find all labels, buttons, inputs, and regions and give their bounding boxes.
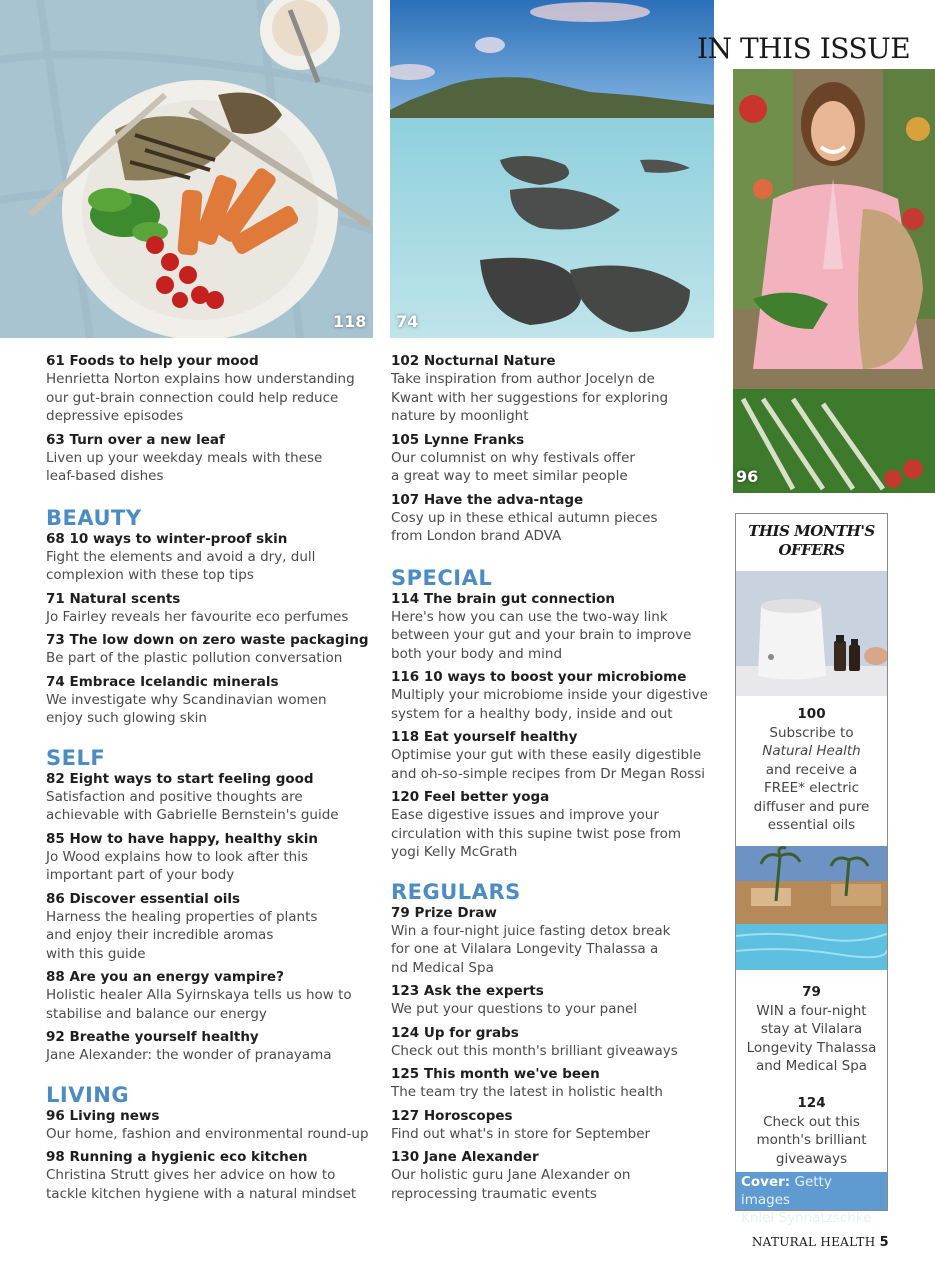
entry-title: 118 Eat yourself healthy <box>391 729 578 745</box>
entry-title: 123 Ask the experts <box>391 983 544 999</box>
entry-desc: We investigate why Scandinavian women enjoy such glowing skin <box>46 691 327 726</box>
section-heading-self: SELF <box>46 745 106 770</box>
cover-credit-text: Getty images Kniel Synnatzschke <box>741 1174 872 1226</box>
footer-page-number: 5 <box>879 1235 889 1250</box>
toc-entry[interactable] <box>46 830 376 885</box>
entry-title: 74 Embrace Icelandic minerals <box>46 673 279 690</box>
toc-entry[interactable] <box>391 788 726 862</box>
page-footer <box>752 1235 889 1250</box>
left-top-section <box>46 352 376 486</box>
entry-title: 130 Jane Alexander <box>391 1149 539 1165</box>
entry-title: 71 Natural scents <box>46 590 181 607</box>
offer-giveaways[interactable] <box>736 1094 887 1168</box>
entry-title: 120 Feel better yoga <box>391 789 550 805</box>
offer-text-line: Check out this month's brilliant giveaways <box>756 1113 867 1167</box>
entry-desc: Holistic healer Alla Syirnskaya tells us how to stabilise and balance our energy <box>46 987 352 1022</box>
toc-entry[interactable] <box>46 352 376 426</box>
self-section <box>46 746 376 1065</box>
section-heading-living: LIVING <box>46 1082 130 1107</box>
entry-desc: Our holistic guru Jane Alexander on reprocessing traumatic events <box>391 1167 631 1202</box>
entry-title: 63 Turn over a new leaf <box>46 431 225 448</box>
section-heading-beauty: BEAUTY <box>46 505 142 530</box>
woman-photo <box>733 69 935 493</box>
issue-title: IN THIS ISSUE <box>697 32 911 65</box>
cover-label: Cover: <box>741 1174 791 1190</box>
special-section <box>391 566 726 862</box>
toc-entry[interactable] <box>46 1028 376 1065</box>
entry-title: 114 The brain gut connection <box>391 590 615 607</box>
toc-entry[interactable] <box>391 668 726 723</box>
toc-entry[interactable] <box>46 431 376 486</box>
entry-desc: Our home, fashion and environmental round-up <box>46 1125 369 1142</box>
entry-title: 98 Running a hygienic eco kitchen <box>46 1149 308 1165</box>
cover-credit <box>736 1172 887 1226</box>
entry-desc: Win a four-night juice fasting detox break for one at Vilalara Longevity Thalassa a nd Medical Spa <box>391 922 671 976</box>
entry-title: 102 Nocturnal Nature <box>391 353 556 369</box>
middle-top-section <box>391 352 726 546</box>
offer-prize-draw[interactable] <box>736 983 887 1076</box>
toc-entry[interactable] <box>391 491 726 546</box>
offer-text-line: WIN a four-night stay at Vilalara Longevity Thalassa and Medical Spa <box>746 1002 877 1074</box>
entry-title: 124 Up for grabs <box>391 1024 519 1041</box>
entry-desc: Jo Fairley reveals her favourite eco perfumes <box>46 608 349 625</box>
entry-desc: Fight the elements and avoid a dry, dull complexion with these top tips <box>46 548 316 583</box>
middle-column <box>391 352 726 1208</box>
toc-entry[interactable] <box>391 590 726 664</box>
entry-desc: Optimise your gut with these easily digestible and oh-so-simple recipes from Dr Megan Rossi <box>391 747 706 782</box>
entry-title: 86 Discover essential oils <box>46 890 241 907</box>
toc-entry[interactable] <box>46 1107 376 1144</box>
entry-desc: Harness the healing properties of plants and enjoy their incredible aromas with this guide <box>46 908 318 962</box>
toc-entry[interactable] <box>46 631 376 668</box>
entry-title: 73 The low down on zero waste packaging <box>46 632 369 648</box>
toc-entry[interactable] <box>46 530 376 585</box>
toc-entry[interactable] <box>391 904 726 978</box>
entry-desc: Cosy up in these ethical autumn pieces from London brand ADVA <box>391 509 658 544</box>
footer-magazine-name: NATURAL HEALTH <box>751 1235 876 1249</box>
entry-title: 68 10 ways to winter-proof skin <box>46 530 288 547</box>
toc-entry[interactable] <box>391 1024 726 1061</box>
offers-heading: THIS MONTH'S OFFERS <box>748 522 875 559</box>
entry-title: 79 Prize Draw <box>391 904 497 921</box>
section-heading-regulars: REGULARS <box>391 879 521 904</box>
offer-subscribe[interactable] <box>736 705 887 835</box>
entry-title: 85 How to have happy, healthy skin <box>46 830 318 847</box>
beauty-section <box>46 506 376 728</box>
entry-desc: Christina Strutt gives her advice on how to tackle kitchen hygiene with a natural mindset <box>46 1167 357 1202</box>
offer-page-number: 79 <box>802 984 821 1000</box>
woman-page-number: 96 <box>736 467 759 486</box>
living-section <box>46 1083 376 1204</box>
section-heading-special: SPECIAL <box>391 565 493 590</box>
toc-entry[interactable] <box>391 431 726 486</box>
entry-desc: Jane Alexander: the wonder of pranayama <box>46 1047 332 1063</box>
entry-title: 92 Breathe yourself healthy <box>46 1029 259 1045</box>
regulars-section <box>391 880 726 1204</box>
offer-magazine-name: Natural Health <box>762 743 861 759</box>
entry-title: 88 Are you an energy vampire? <box>46 969 284 985</box>
left-column <box>46 352 376 1208</box>
entry-desc: Jo Wood explains how to look after this important part of your body <box>46 848 308 883</box>
offer-page-number: 100 <box>797 706 826 722</box>
entry-title: 125 This month we've been <box>391 1066 600 1082</box>
toc-entry[interactable] <box>46 968 376 1023</box>
food-page-number: 118 <box>333 312 367 331</box>
entry-desc: Multiply your microbiome inside your digestive system for a healthy body, inside and out <box>391 687 708 722</box>
toc-entry[interactable] <box>391 1065 726 1102</box>
toc-entry[interactable] <box>46 590 376 627</box>
offer-text-line: and receive a FREE* electric diffuser and pure essential oils <box>753 761 870 833</box>
offer-page-number: 124 <box>797 1095 826 1111</box>
toc-entry[interactable] <box>391 1107 726 1144</box>
toc-entry[interactable] <box>46 890 376 964</box>
entry-title: 96 Living news <box>46 1107 160 1124</box>
entry-desc: Here's how you can use the two-way link between your gut and your brain to improve both your body and mind <box>391 608 692 662</box>
entry-desc: Henrietta Norton explains how understanding our gut-brain connection could help reduce depressive episodes <box>46 371 355 424</box>
entry-desc: Find out what's in store for September <box>391 1125 651 1142</box>
entry-desc: Satisfaction and positive thoughts are achievable with Gabrielle Bernstein's guide <box>46 788 339 823</box>
offer-text-line: Subscribe to <box>769 724 854 741</box>
entry-title: 107 Have the adva-ntage <box>391 491 584 508</box>
diffuser-photo <box>736 571 887 696</box>
entry-title: 105 Lynne Franks <box>391 431 525 448</box>
toc-entry[interactable] <box>391 982 726 1019</box>
spa-photo <box>736 846 887 970</box>
entry-desc: The team try the latest in holistic health <box>391 1084 663 1100</box>
entry-desc: Ease digestive issues and improve your circulation with this supine twist pose from yogi Kelly McGrath <box>391 807 682 860</box>
toc-entry[interactable] <box>391 352 726 426</box>
toc-entry[interactable] <box>391 728 726 783</box>
lagoon-page-number: 74 <box>396 312 419 331</box>
lagoon-photo <box>390 0 714 338</box>
entry-desc: Our columnist on why festivals offer a great way to meet similar people <box>391 449 635 484</box>
entry-desc: Be part of the plastic pollution conversation <box>46 650 343 666</box>
entry-desc: Liven up your weekday meals with these leaf-based dishes <box>46 449 323 484</box>
offers-box <box>735 513 888 1226</box>
toc-entry[interactable] <box>391 1148 726 1203</box>
entry-desc: Check out this month's brilliant giveaways <box>391 1042 678 1059</box>
entry-title: 116 10 ways to boost your microbiome <box>391 669 687 685</box>
entry-desc: Take inspiration from author Jocelyn de Kwant with her suggestions for exploring nature by moonlight <box>391 371 669 424</box>
entry-title: 82 Eight ways to start feeling good <box>46 770 314 787</box>
toc-entry[interactable] <box>46 1148 376 1203</box>
entry-title: 61 Foods to help your mood <box>46 353 259 369</box>
toc-entry[interactable] <box>46 770 376 825</box>
toc-entry[interactable] <box>46 673 376 728</box>
entry-desc: We put your questions to your panel <box>391 1001 638 1017</box>
entry-title: 127 Horoscopes <box>391 1107 513 1124</box>
food-photo <box>0 0 373 338</box>
